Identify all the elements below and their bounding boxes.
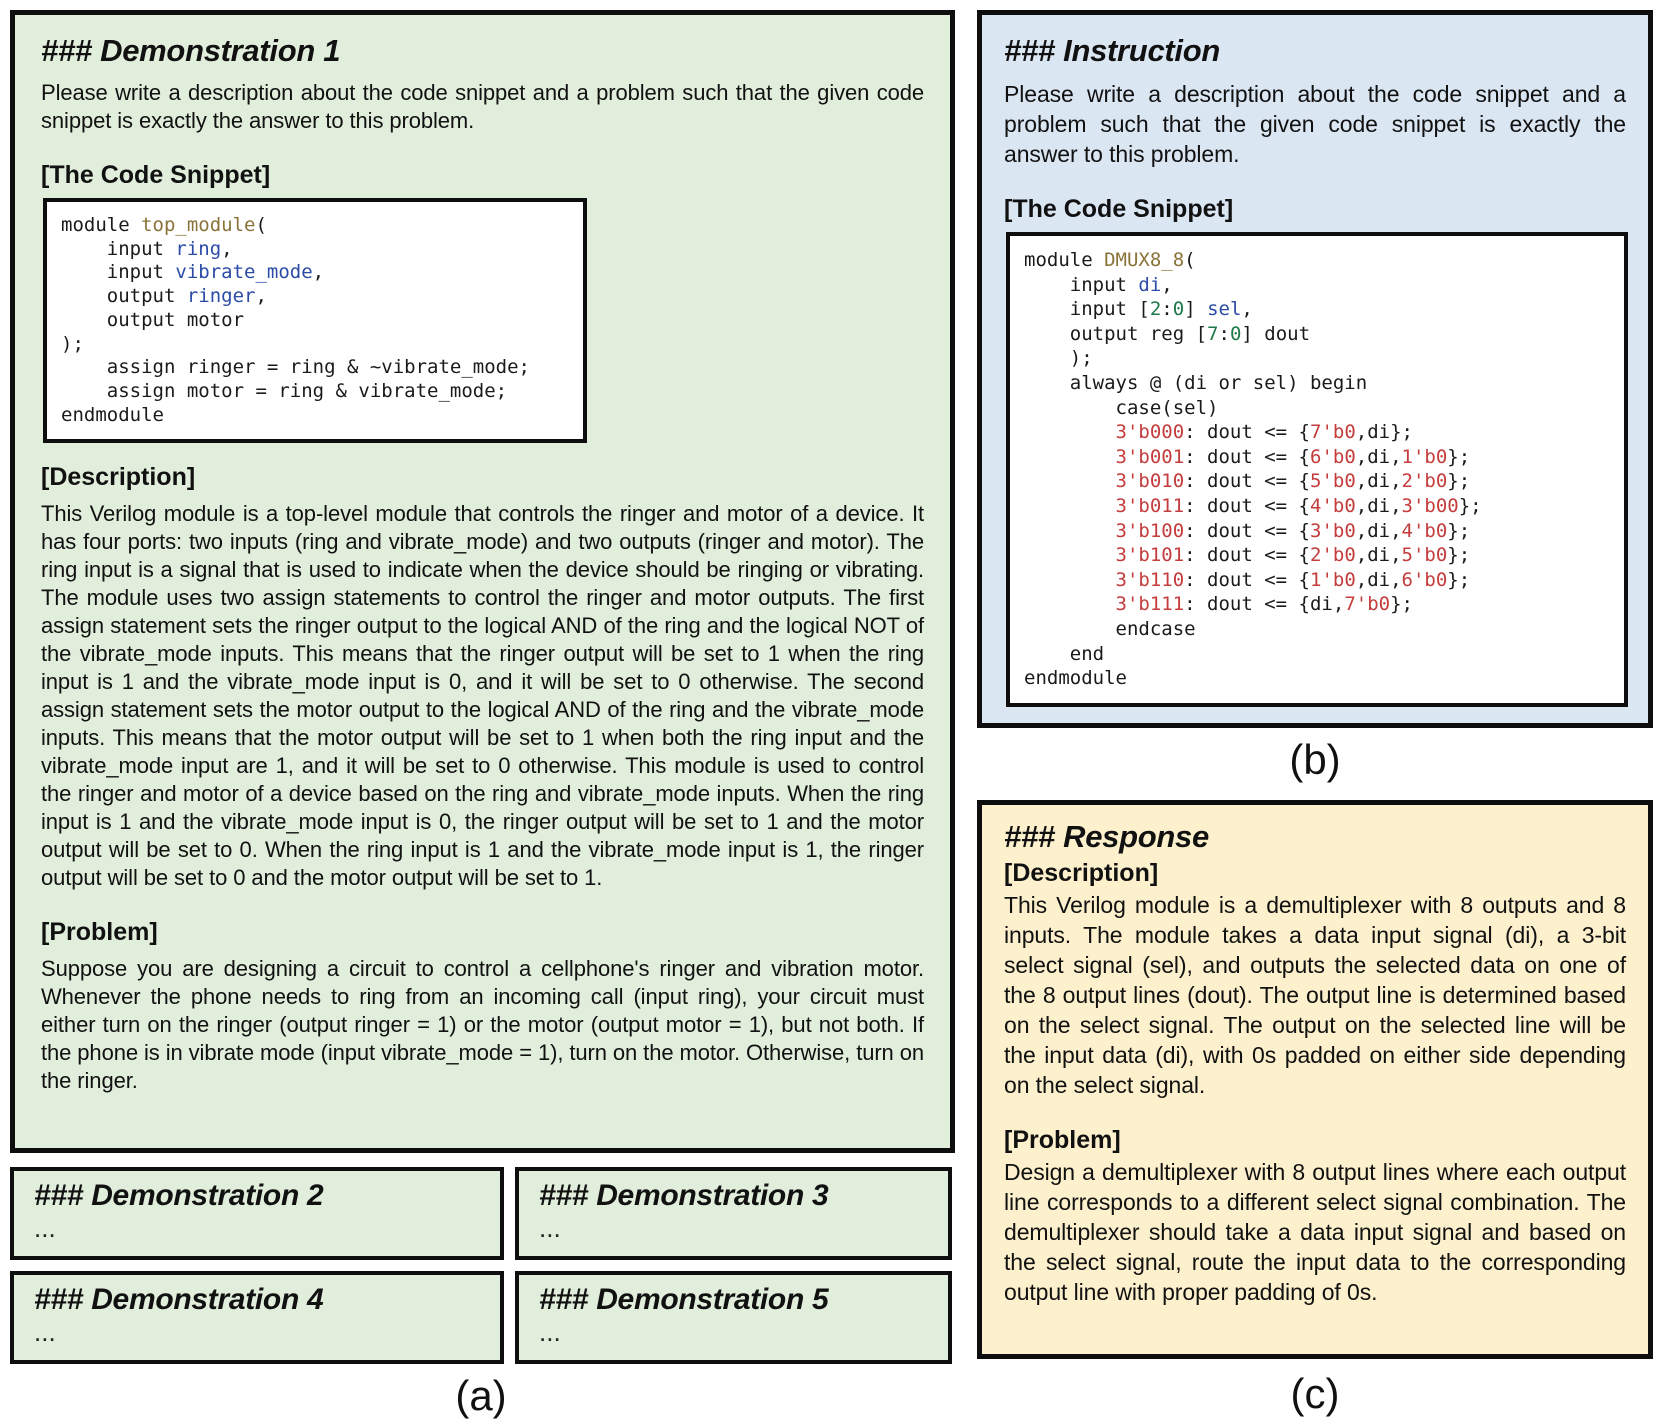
code-snippet-b: module DMUX8_8( input di, input [2:0] sel, output reg [7:0] dout ); always @ (di or sel) begin case(sel) 3'b000: dout <= {7'b0,di}; 3'b001: dout <= {6'b0,di,1'b0}; 3'b010: dout <= {5'b0,di,2'b0}; 3'b011: dout <= {4'b0,di,3'b00}; 3'b100: dout <= {3'b0,di,4'b0}; 3'b101: dout <= {2'b0,di,5'b0}; 3'b110: dout <= {1'b0,di,6'b0}; 3'b111: dout <= {di,7'b0}; endcase end endmodule (1006, 232, 1628, 707)
demonstration-1-instruction-text: Please write a description about the code snippet and a problem such that the given code snippet is exactly the answer to this problem. (41, 80, 924, 133)
problem-text-c: Design a demultiplexer with 8 output lines where each output line corresponds to a different select signal combination. The demultiplexer should take a data input signal and based on the select signal, route the input data to the corresponding output line with proper padding of 0s. (1004, 1159, 1626, 1305)
panel-response (977, 800, 1653, 1359)
panel-demonstration-1 (10, 10, 955, 1153)
panel-demonstration-3 (515, 1167, 952, 1260)
panel-demonstration-2 (10, 1167, 504, 1260)
panel-demonstration-5 (515, 1271, 952, 1364)
panel-demonstration-4 (10, 1271, 504, 1364)
demonstration-5-title: ### Demonstration 5 (539, 1283, 829, 1316)
demonstration-2-title: ### Demonstration 2 (34, 1179, 324, 1212)
demonstration-4-title: ### Demonstration 4 (34, 1283, 324, 1316)
figure-label-a: (a) (455, 1372, 507, 1419)
demonstration-3-ellipsis: ... (539, 1213, 561, 1243)
description-heading-a: [Description] (41, 463, 196, 492)
code-snippet-a: module top_module( input ring, input vibrate_mode, output ringer, output motor ); assign ringer = ring & ~vibrate_mode; assign motor = ring & vibrate_mode; endmodule (43, 198, 587, 443)
demonstration-4-ellipsis: ... (34, 1317, 56, 1347)
figure-label-c: (c) (1290, 1370, 1340, 1417)
problem-heading-a: [Problem] (41, 918, 158, 947)
code-snippet-heading-a: [The Code Snippet] (41, 161, 271, 189)
description-heading-c: [Description] (1004, 859, 1159, 887)
description-text-a: This Verilog module is a top-level module that controls the ringer and motor of a device. It has four ports: two inputs (ring and vibrate_mode) and two outputs (ringer and motor). The ring input is a signal that is used to indicate when the device should be ringing or vibrating. The module uses two assign statements to control the ringer and motor outputs. The first assign statement sets the ringer output to the logical AND of the ring and the logical NOT of the vibrate_mode inputs. This means that the ringer output will be set to 1 when the ring input is 1 and the vibrate_mode input is 0, and it will be set to 0 otherwise. The second assign statement sets the motor output to the logical AND of the ring and the vibrate_mode inputs. This means that the motor output will be set to 1 when both the ring input and the vibrate_mode input are 1, and it will be set to 0 otherwise. This module is used to control the ringer and motor of a device based on the ring and vibrate_mode inputs. When the ring input is 1 and the vibrate_mode input is 0, the ringer output will be set to 1 and the motor output will be set to 0. When the ring input is 1 and the vibrate_mode input is 1, the ringer output will be set to 0 and the motor output will be set to 1. (41, 501, 924, 891)
demonstration-5-ellipsis: ... (539, 1317, 561, 1347)
demonstration-3-title: ### Demonstration 3 (539, 1179, 829, 1212)
panel-instruction (977, 10, 1653, 728)
problem-heading-c: [Problem] (1004, 1126, 1121, 1154)
instruction-text: Please write a description about the code snippet and a problem such that the given code snippet is exactly the answer to this problem. (1004, 81, 1626, 167)
description-text-c: This Verilog module is a demultiplexer with 8 outputs and 8 inputs. The module takes a data input signal (di), a 3-bit select signal (sel), and outputs the selected data on one of the 8 output lines (dout). The output line is determined based on the select signal. The output on the selected line will be the input data (di), with 0s padded on either side depending on the select signal. (1004, 892, 1626, 1098)
code-snippet-heading-b: [The Code Snippet] (1004, 195, 1234, 223)
demonstration-2-ellipsis: ... (34, 1213, 56, 1243)
response-title: ### Response (1004, 819, 1209, 854)
figure-label-b: (b) (1289, 736, 1341, 783)
problem-text-a: Suppose you are designing a circuit to control a cellphone's ringer and vibration motor. Whenever the phone needs to ring from an incoming call (input ring), your circuit must either turn on the ringer (output ringer = 1) or the motor (output motor = 1), but not both. If the phone is in vibrate mode (input vibrate_mode = 1), turn on the motor. Otherwise, turn on the ringer. (41, 956, 924, 1094)
demonstration-1-title: ### Demonstration 1 (41, 33, 341, 68)
instruction-title: ### Instruction (1004, 33, 1220, 68)
